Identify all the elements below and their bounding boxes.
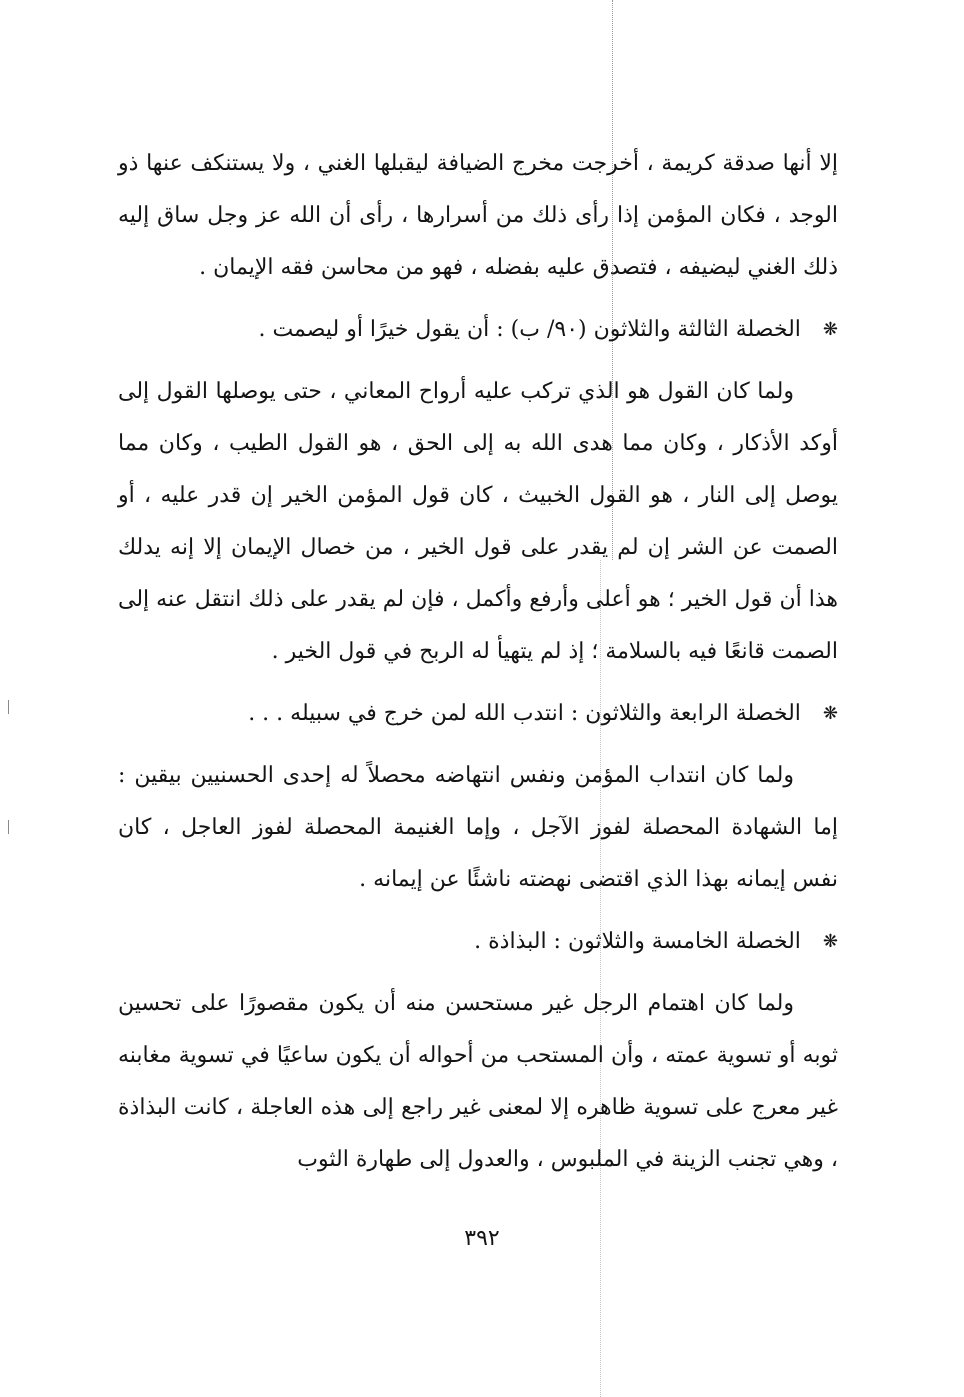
section-body: ولما كان اهتمام الرجل غير مستحسن منه أن يكون مقصورًا على تحسين ثوبه أو تسوية عمته ، وأن المستحب من أحواله أن يكون ساعيًا في تسوية مغابنه غير معرج على تسوية ظاهره إلا لمعنى غير راجع إلى هذه العاجلة ، كانت البذاذة ، وهي تجنب الزينة في الملبوس ، والعدول إلى طهارة الثوب <box>118 991 838 1172</box>
section-34 <box>118 688 838 906</box>
opening-paragraph: إلا أنها صدقة كريمة ، أخرجت مخرج الضيافة ليقبلها الغني ، ولا يستنكف عنها ذو الوجد ، فكان المؤمن إذا رأى ذلك من أسرارها ، رأى أن الله عز وجل ساق إليه ذلك الغني ليضيفه ، فتصدق عليه بفضله ، فهو من محاسن فقه الإيمان . <box>118 151 838 280</box>
asterism-icon: ❋ <box>822 703 838 724</box>
section-heading <box>118 688 838 740</box>
section-33 <box>118 304 838 678</box>
section-body: ولما كان القول هو الذي تركب عليه أرواح المعاني ، حتى يوصلها القول إلى أوكد الأذكار ، وكان مما هدى الله به إلى الحق ، هو القول الطيب ، وكان مما يوصل إلى النار ، هو القول الخبيث ، كان قول المؤمن الخير إن قدر عليه ، أو الصمت عن الشر إن لم يقدر على قول الخير ، من خصال الإيمان إلا إنه يدلك هذا أن قول الخير ؛ هو أعلى وأرفع وأكمل ، فإن لم يقدر على ذلك انتقل عنه إلى الصمت قانعًا فيه بالسلامة ؛ إذ لم يتهيأ له الربح في قول الخير . <box>118 379 838 664</box>
section-heading <box>118 304 838 356</box>
section-body: ولما كان انتداب المؤمن ونفس انتهاضه محصلاً له إحدى الحسنيين بيقين : إما الشهادة المحصلة لفوز الآجل ، وإما الغنيمة المحصلة لفوز العاجل ، كان نفس إيمانه بهذا الذي اقتضى نهضته ناشئًا عن إيمانه . <box>118 763 838 892</box>
section-heading-text: الخصلة الثالثة والثلاثون (٩٠/ ب) : أن يقول خيرًا أو ليصمت . <box>258 317 801 342</box>
page-number: ٣٩٢ <box>464 1226 500 1251</box>
asterism-icon: ❋ <box>822 319 838 340</box>
asterism-icon: ❋ <box>822 931 838 952</box>
left-edge-mark <box>8 820 9 834</box>
section-35 <box>118 916 838 1186</box>
section-heading-text: الخصلة الرابعة والثلاثون : انتدب الله لمن خرج في سبيله . . . <box>248 701 801 726</box>
section-heading-text: الخصلة الخامسة والثلاثون : البذاذة . <box>474 929 801 954</box>
left-edge-mark <box>8 700 9 714</box>
page-text <box>118 138 838 1186</box>
section-heading <box>118 916 838 968</box>
